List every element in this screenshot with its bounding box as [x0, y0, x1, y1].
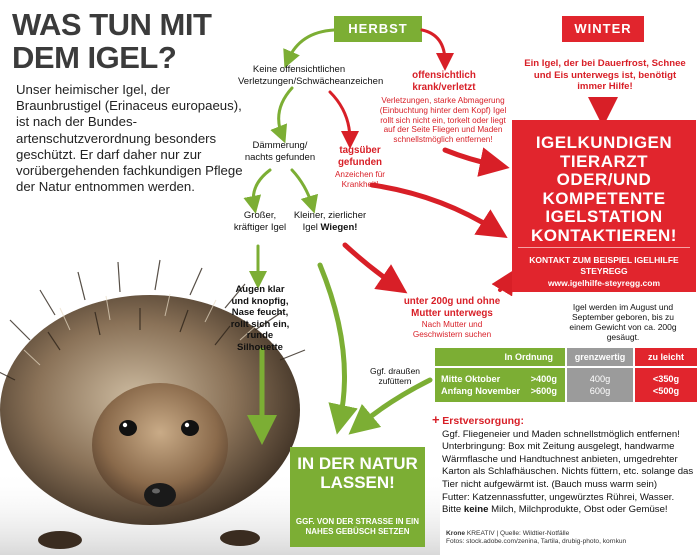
first-aid-heading: Erstversorgung:: [442, 415, 524, 427]
arrow-table-natur: [360, 380, 430, 425]
first-aid-line-2: Unterbringung: Box mit Zeitung ausgelegt, handwarme Wärmflasche und Handtuchnest anbieten, umgedrehter Karton als Schlafhäuschen. Nichts füttern, etc. solange das Tier nicht aufgewärmt ist. (Bauch muss warm sein): [442, 441, 694, 490]
table-col-leicht: <350g <500g: [635, 368, 697, 402]
node-krank-details: Verletzungen, starke Abmagerung (Einbuchtung hinter dem Kopf) Igel rollt sich nicht ein, torkelt oder liegt auf der Seite Fliegen und Maden schnellstmöglich entfernen!: [379, 96, 507, 145]
arrow-keine-daemmerung: [279, 88, 292, 135]
winter-label: WINTER: [562, 16, 644, 42]
node-keine-verletzungen: Keine offensichtlichen Verletzungen/Schwächeanzeichen: [238, 64, 384, 87]
table-col-ok: [435, 368, 565, 402]
intro-text: Unser heimischer Igel, der Braunbrustigel (Erinaceus europaeus), ist nach der Bundesartenschutzverordnung besonders geschützt. Er darf daher nur zur vorübergehenden fachkundigen Pflege der Natur entnommen werden.: [16, 82, 243, 195]
winter-text: Ein Igel, der bei Dauerfrost, Schnee und Eis unterwegs ist, benötigt immer Hilfe!: [524, 58, 686, 92]
node-draussen-zufuettern: Ggf. draußen zufüttern: [369, 366, 421, 386]
arrow-daemmerung-klein: [292, 170, 312, 205]
node-augen-klar: Augen klar und knopfig, Nase feucht, rollt sich ein, runde Silhouette: [230, 284, 290, 353]
herbst-label: HERBST: [334, 16, 422, 42]
arrow-klein-natur: [320, 265, 345, 420]
tierarzt-divider: [518, 247, 690, 248]
first-aid-line-4: Bitte keine Milch, Milchprodukte, Obst oder Gemüse!: [442, 504, 668, 516]
table-row: Mitte Oktober >400g: [441, 374, 557, 384]
first-aid-line-1: Ggf. Fliegeneier und Maden schnellstmöglich entfernen!: [442, 428, 680, 440]
arrow-klein-under: [345, 245, 395, 285]
arrow-herbst-krank: [422, 30, 445, 62]
node-kleiner-igel: Kleiner, zierlicher Igel Wiegen!: [293, 210, 367, 233]
table-row: Anfang November >600g: [441, 386, 557, 396]
table-header-ok: In Ordnung: [435, 348, 565, 366]
node-tagsueber-heading: tagsüber gefunden: [337, 145, 383, 168]
node-daemmerung: Dämmerung/ nachts gefunden: [244, 140, 316, 163]
arrow-under-tierarzt: [500, 280, 508, 290]
arrow-krank-tierarzt: [445, 150, 495, 165]
natur-heading: IN DER NATUR LASSEN!: [297, 454, 418, 492]
node-krank-heading: offensichtlich krank/verletzt: [412, 70, 476, 93]
arrow-herbst-keine: [288, 30, 334, 60]
first-aid-section: [432, 414, 698, 517]
tierarzt-heading: IGELKUNDIGEN TIERARZT ODER/UND KOMPETENTE IGELSTATION KONTAKTIEREN!: [531, 133, 677, 245]
node-under-200g-details: Nach Mutter und Geschwistern suchen: [412, 320, 492, 339]
node-grosser-igel: Großer, kräftiger Igel: [233, 210, 287, 233]
table-col-grenz: 400g 600g: [567, 368, 633, 402]
natur-subtext: GGF. VON DER STRASSE IN EIN NAHES GEBÜSCH SETZEN: [295, 517, 420, 536]
table-header-grenz: grenzwertig: [567, 348, 633, 366]
first-aid-line-3: Futter: Katzennassfutter, ungewürztes Rührei, Wasser.: [442, 491, 675, 503]
arrow-daemmerung-gross: [253, 170, 270, 205]
page-title: WAS TUN MIT DEM IGEL?: [12, 7, 212, 75]
node-under-200g-heading: unter 200g und ohne Mutter unterwegs: [403, 296, 501, 319]
node-tagsueber-details: Anzeichen für Krankheit!: [334, 170, 386, 189]
arrow-keine-tags: [330, 92, 350, 140]
natur-box: [290, 447, 425, 547]
born-note: Igel werden im August und September geboren, bis zu einem Gewicht von ca. 200g gesäugt.: [569, 302, 677, 342]
plus-icon: +: [432, 412, 440, 427]
tierarzt-url[interactable]: www.igelhilfe-steyregg.com: [547, 278, 661, 288]
table-header-leicht: zu leicht: [635, 348, 697, 366]
tierarzt-box: [512, 120, 696, 292]
credits: Krone KREATIV | Quelle: Wildtier-Notfälle Fotos: stock.adobe.com/zenina, Tartila, drubig-photo, kornkun: [446, 530, 627, 546]
tierarzt-contact: KONTAKT ZUM BEISPIEL IGELHILFE STEYREGG: [529, 255, 679, 276]
arrow-tags-tierarzt: [372, 185, 495, 230]
